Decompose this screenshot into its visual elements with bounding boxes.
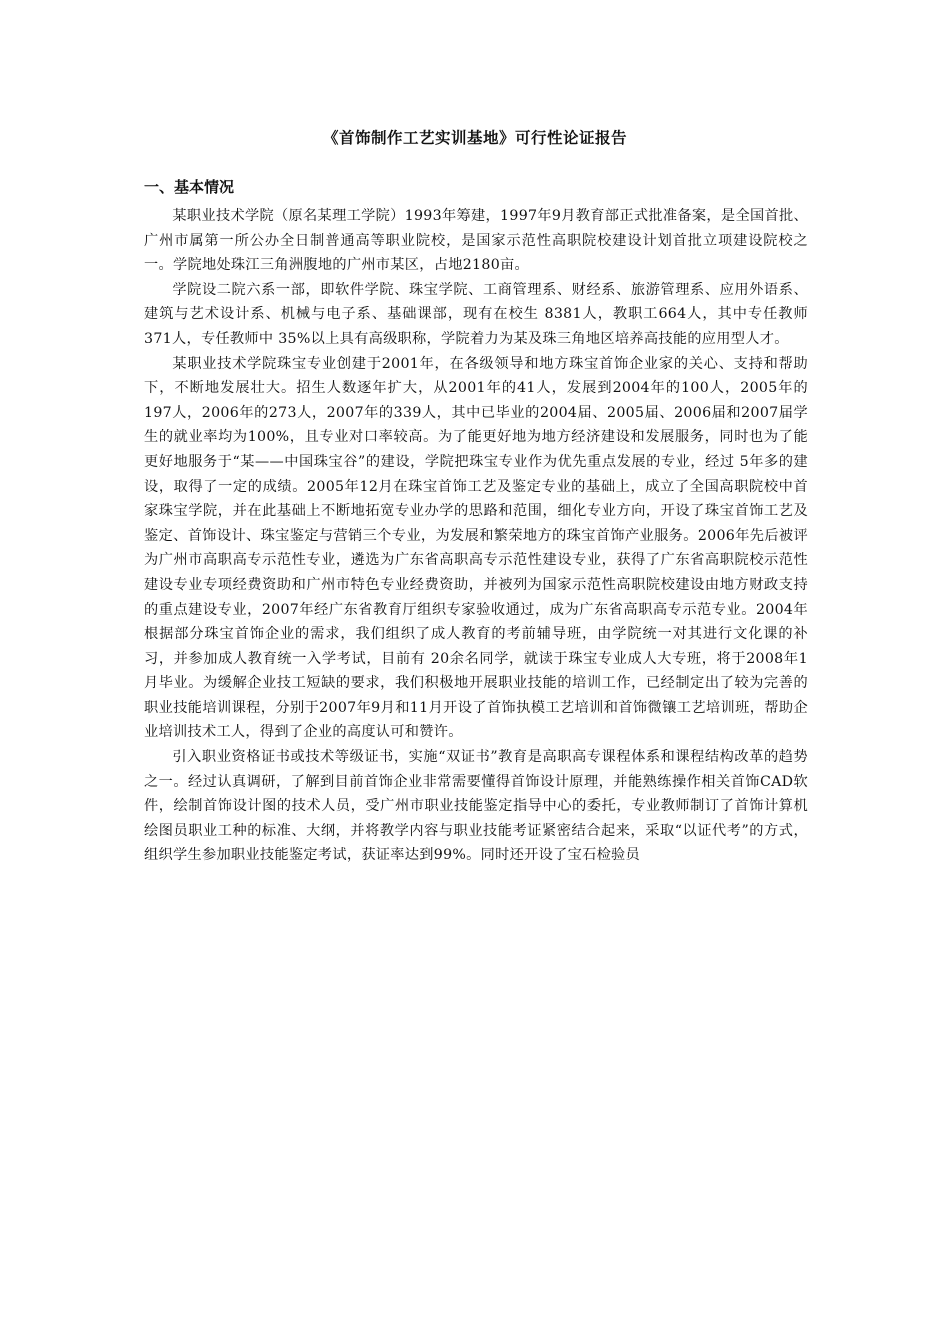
paragraph-dual-certificate: 引入职业资格证书或技术等级证书，实施“双证书”教育是高职高专课程体系和课程结构改革的趋势之一。经过认真调研，了解到目前首饰企业非常需要懂得首饰设计原理，并能熟练操作相关首饰CAD软件，绘制首饰设计图的技术人员，受广州市职业技能鉴定指导中心的委托，专业教师制订了首饰计算机绘图员职业工种的标准、大纲，并将教学内容与职业技能考证紧密结合起来，采取“以证代考”的方式，组织学生参加职业技能鉴定考试，获证率达到99%。同时还开设了宝石检验员 [144,749,808,864]
paragraph-college-history: 某职业技术学院（原名某理工学院）1993年筹建，1997年9月教育部正式批准备案，是全国首批、广州市属第一所公办全日制普通高等职业院校，是国家示范性高职院校建设计划首批立项建设院校之一。学院地处珠江三角洲腹地的广州市某区，占地2180亩。 [144,208,808,274]
document-title: 《首饰制作工艺实训基地》可行性论证报告 [322,128,627,147]
paragraph-college-structure: 学院设二院六系一部，即软件学院、珠宝学院、工商管理系、财经系、旅游管理系、应用外语系、建筑与艺术设计系、机械与电子系、基础课部，现有在校生 8381人，教职工664人，其中专任教师 371人，专任教师中 35%以上具有高级职称，学院着力为某及珠三角地区培养高技能的应用型人才。 [144,281,808,347]
paragraph-jewelry-program: 某职业技术学院珠宝专业创建于2001年，在各级领导和地方珠宝首饰企业家的关心、支持和帮助下，不断地发展壮大。招生人数逐年扩大，从2001年的41人，发展到2004年的100人，2005年的197人，2006年的273人，2007年的339人，其中已毕业的2004届、2005届、2006届和2007届学生的就业率均为100%，且专业对口率较高。为了能更好地为地方经济建设和发展服务，同时也为了能更好地服务于“某——中国珠宝谷”的建设，学院把珠宝专业作为优先重点发展的专业，经过 5年多的建设，取得了一定的成绩。2005年12月在珠宝首饰工艺及鉴定专业的基础上，成立了全国高职院校中首家珠宝学院，并在此基础上不断地拓宽专业办学的思路和范围，细化专业方向，开设了珠宝首饰工艺及鉴定、首饰设计、珠宝鉴定与营销三个专业，为发展和繁荣地方的珠宝首饰产业服务。2006年先后被评为广州市高职高专示范性专业，遴选为广东省高职高专示范性建设专业，获得了广东省高职院校示范性建设专业专项经费资助和广州市特色专业经费资助，并被列为国家示范性高职院校建设由地方财政支持的重点建设专业，2007年经广东省教育厅组织专家验收通过，成为广东省高职高专示范专业。2004年根据部分珠宝首饰企业的需求，我们组织了成人教育的考前辅导班，由学院统一对其进行文化课的补习，并参加成人教育统一入学考试，目前有 20余名同学，就读于珠宝专业成人大专班，将于2008年1月毕业。为缓解企业技工短缺的要求，我们积极地开展职业技能的培训工作，已经制定出了较为完善的职业技能培训课程，分别于2007年9月和11月开设了首饰执模工艺培训和首饰微镶工艺培训班，帮助企业培训技术工人，得到了企业的高度认可和赞许。 [144,355,808,741]
section-body [144,204,808,868]
section-heading-basic-info: 一、基本情况 [144,178,235,196]
